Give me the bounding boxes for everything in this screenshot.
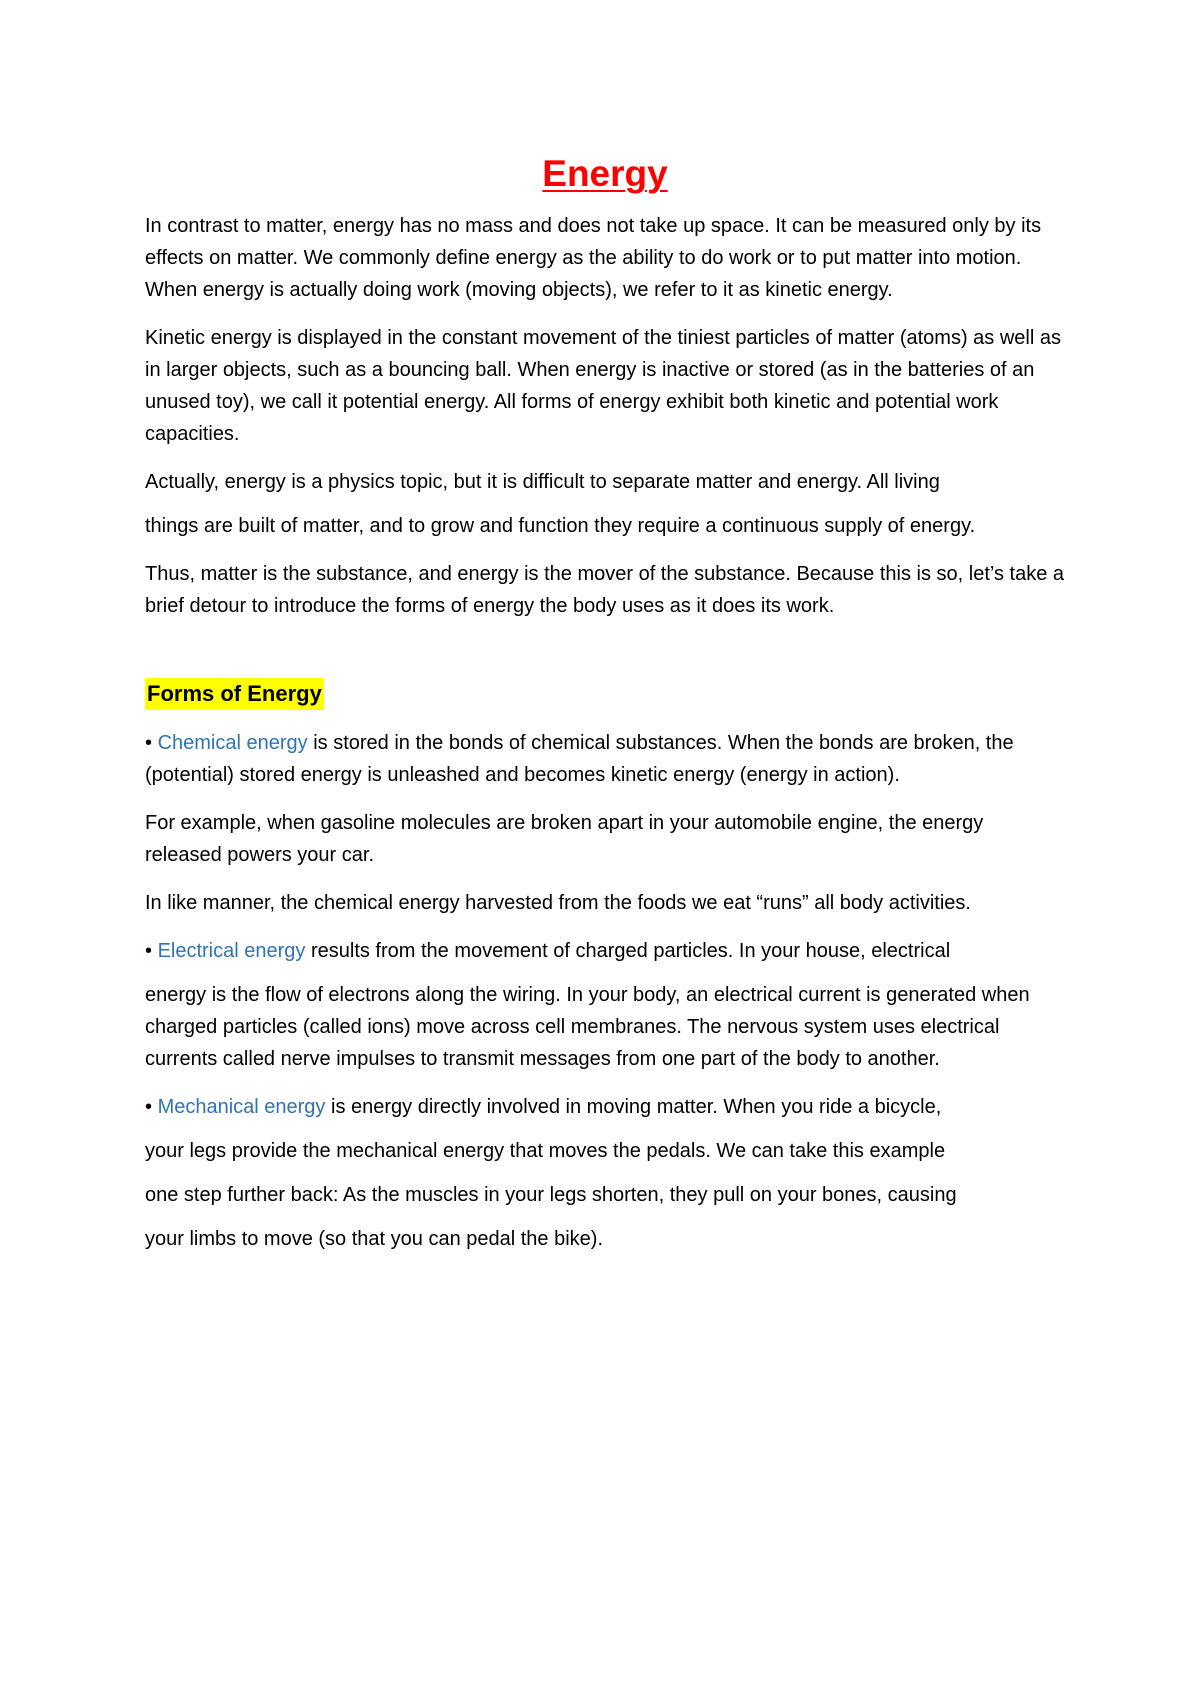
mechanical-energy-line-4: your limbs to move (so that you can pedal the bike). [145, 1228, 604, 1250]
chemical-energy-paragraph [145, 727, 1065, 791]
mechanical-energy-text: is energy directly involved in moving matter. When you ride a bicycle, [325, 1096, 942, 1118]
chemical-energy-term: Chemical energy [157, 732, 308, 754]
intro-paragraph-5: Thus, matter is the substance, and energy is the mover of the substance. Because this is so, let’s take a brief detour to introduce the forms of energy the body uses as it does its work. [145, 563, 1065, 617]
bullet: • [145, 1096, 158, 1118]
electrical-energy-text: results from the movement of charged particles. In your house, electrical [305, 940, 951, 962]
chemical-energy-text: is stored in the bonds of chemical substances. When the bonds are broken, the (potential) stored energy is unleashed and becomes kinetic energy (energy in action). [145, 732, 1014, 786]
mechanical-energy-term: Mechanical energy [157, 1096, 326, 1118]
mechanical-energy-line-3: one step further back: As the muscles in your legs shorten, they pull on your bones, causing [145, 1184, 957, 1206]
intro-paragraph-1: In contrast to matter, energy has no mass and does not take up space. It can be measured only by its effects on matter. We commonly define energy as the ability to do work or to put matter into motion. When energy is actually doing work (moving objects), we refer to it as kinetic energy. [145, 215, 1042, 301]
electrical-energy-continuation: energy is the flow of electrons along the wiring. In your body, an electrical current is generated when charged particles (called ions) move across cell membranes. The nervous system uses electrical currents called nerve impulses to transmit messages from one part of the body to another. [145, 984, 1030, 1070]
intro-paragraph-2: Kinetic energy is displayed in the constant movement of the tiniest particles of matter (atoms) as well as in larger objects, such as a bouncing ball. When energy is inactive or stored (as in the batteries of an unused toy), we call it potential energy. All forms of energy exhibit both kinetic and potential work capacities. [145, 327, 1061, 445]
mechanical-energy-paragraph [145, 1091, 1065, 1123]
document-body [145, 150, 1065, 1271]
bullet: • [145, 732, 158, 754]
page-title: Energy [542, 153, 668, 194]
forms-of-energy-heading: Forms of Energy [145, 678, 324, 710]
mechanical-energy-line-2: your legs provide the mechanical energy that moves the pedals. We can take this example [145, 1140, 946, 1162]
intro-paragraph-4: things are built of matter, and to grow and function they require a continuous supply of energy. [145, 515, 976, 537]
intro-paragraph-3: Actually, energy is a physics topic, but it is difficult to separate matter and energy. All living [145, 471, 940, 493]
electrical-energy-term: Electrical energy [157, 940, 306, 962]
chemical-example-1: For example, when gasoline molecules are broken apart in your automobile engine, the energy released powers your car. [145, 812, 984, 866]
bullet: • [145, 940, 158, 962]
forms-heading-wrap [145, 678, 1065, 711]
chemical-example-2: In like manner, the chemical energy harvested from the foods we eat “runs” all body activities. [145, 892, 971, 914]
electrical-energy-paragraph [145, 935, 1065, 967]
